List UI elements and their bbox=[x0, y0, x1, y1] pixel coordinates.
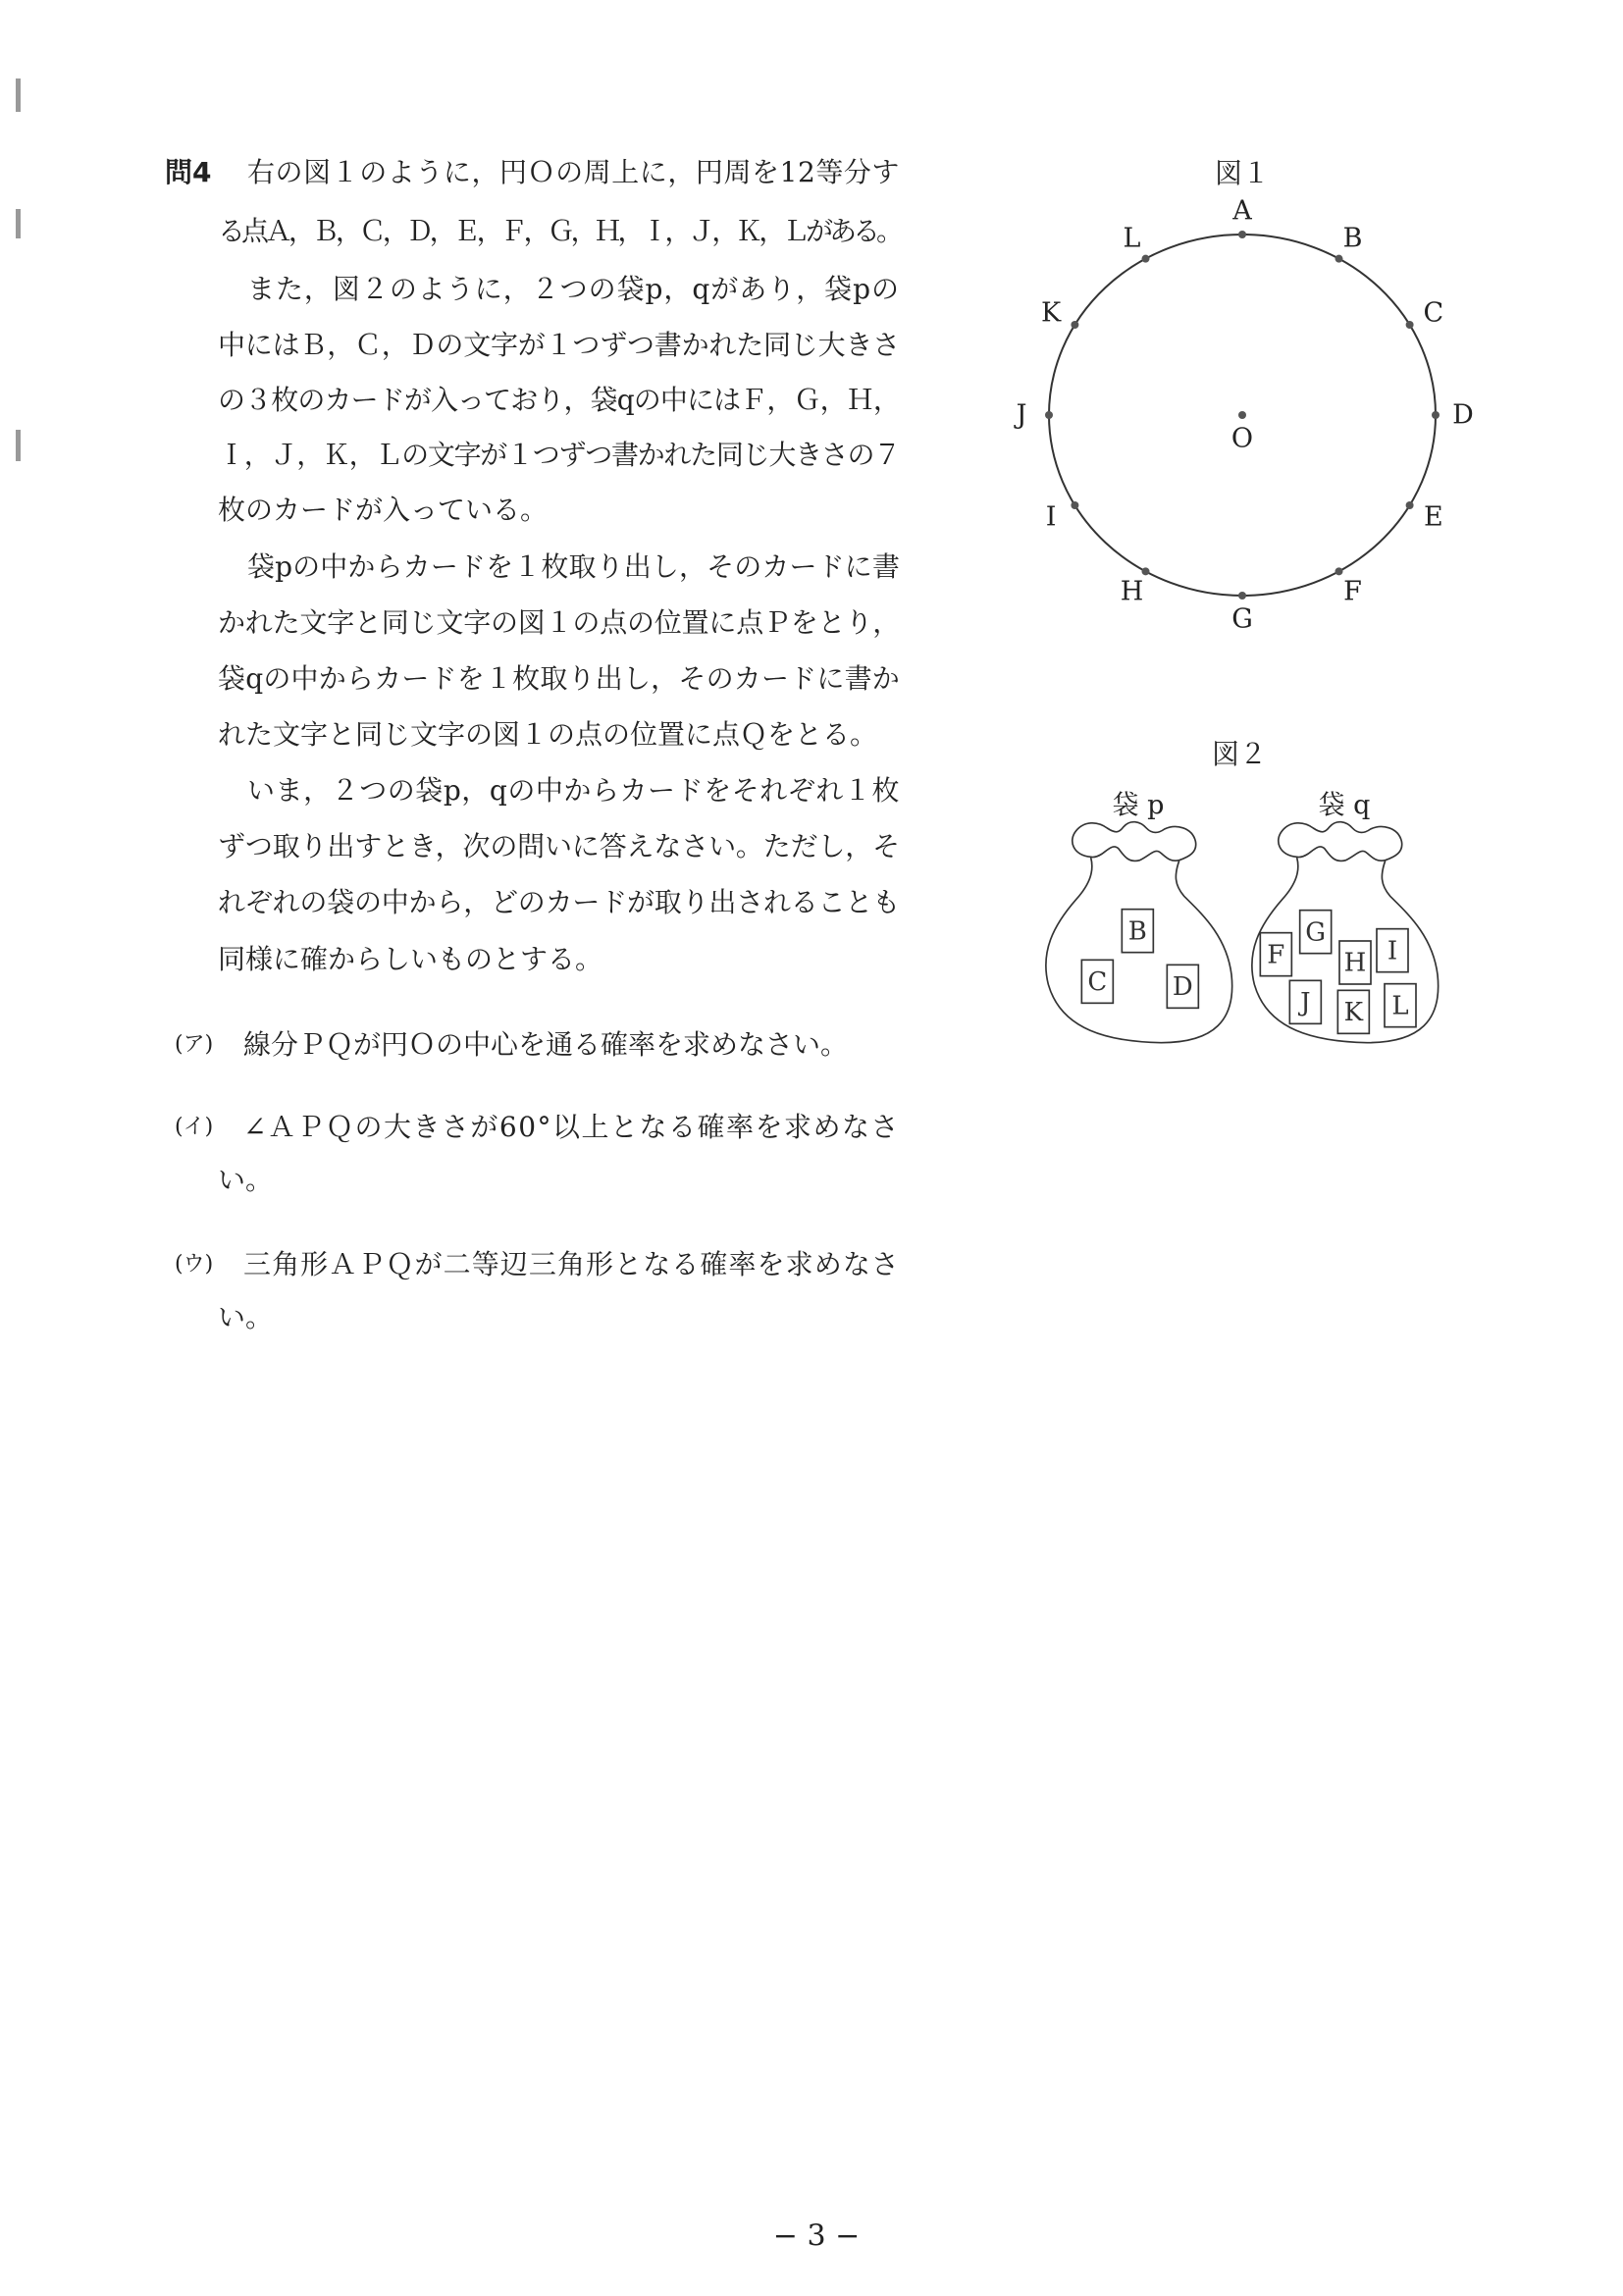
circle-point-b bbox=[1335, 255, 1343, 263]
body-line: 袋pの中からカードを１枚取り出し，そのカードに書 bbox=[247, 550, 900, 583]
bag-q-label: 袋 q bbox=[1318, 790, 1371, 821]
circle-point-j bbox=[1045, 411, 1053, 419]
card-i bbox=[1377, 929, 1408, 972]
card-letter: C bbox=[1087, 967, 1108, 997]
circle-point-l bbox=[1142, 255, 1150, 263]
card-k bbox=[1337, 990, 1369, 1033]
circle-point-k bbox=[1071, 321, 1078, 329]
point-label-h: H bbox=[1120, 576, 1144, 607]
card-f bbox=[1260, 933, 1291, 976]
body-line: 右の図１のように，円Ｏの周上に，円周を12等分す bbox=[247, 156, 900, 188]
subquestion-text: 線分ＰＱが円Ｏの中心を通る確率を求めなさい。 bbox=[243, 1028, 849, 1061]
body-line: 同様に確からしいものとする。 bbox=[218, 943, 603, 975]
circle-point-e bbox=[1406, 501, 1414, 509]
body-line: れぞれの袋の中から，どのカードが取り出されることも bbox=[218, 886, 900, 918]
card-d bbox=[1167, 965, 1198, 1008]
subquestion-label: (ア) bbox=[175, 1032, 214, 1057]
point-label-b: B bbox=[1342, 223, 1363, 254]
card-letter: I bbox=[1387, 936, 1398, 966]
point-label-a: A bbox=[1232, 195, 1252, 227]
card-letter: H bbox=[1343, 948, 1367, 978]
body-line: 中にはＢ，Ｃ，Ｄの文字が１つずつ書かれた同じ大きさ bbox=[218, 329, 900, 361]
center-point bbox=[1238, 411, 1246, 419]
bag-p-label: 袋 p bbox=[1112, 790, 1165, 821]
body-line: 枚のカードが入っている。 bbox=[218, 494, 549, 526]
point-label-d: D bbox=[1452, 399, 1474, 431]
figure2-bags bbox=[1030, 726, 1482, 1060]
card-h bbox=[1339, 941, 1371, 984]
circle-point-h bbox=[1142, 567, 1150, 575]
point-label-f: F bbox=[1343, 576, 1362, 607]
circle-point-g bbox=[1238, 592, 1246, 600]
card-letter: D bbox=[1172, 972, 1193, 1002]
circle-point-a bbox=[1238, 231, 1246, 238]
point-label-j: J bbox=[1016, 399, 1027, 431]
body-line: れた文字と同じ文字の図１の点の位置に点Ｑをとる。 bbox=[218, 718, 878, 751]
point-label-l: L bbox=[1123, 223, 1141, 254]
circle-point-d bbox=[1432, 411, 1440, 419]
point-label-g: G bbox=[1231, 603, 1253, 635]
figure2-title: 図２ bbox=[1211, 738, 1268, 770]
subquestion-label: (ウ) bbox=[175, 1252, 214, 1277]
card-c bbox=[1081, 960, 1113, 1003]
subquestion-text: ∠ＡＰＱの大きさが60°以上となる確率を求めなさ bbox=[243, 1111, 900, 1143]
subquestion-text: い。 bbox=[218, 1301, 274, 1333]
body-line: かれた文字と同じ文字の図１の点の位置に点Ｐをとり， bbox=[218, 606, 900, 639]
figure1-circle-diagram bbox=[0, 0, 1623, 687]
card-g bbox=[1300, 911, 1332, 954]
point-label-k: K bbox=[1041, 297, 1062, 329]
circle-point-c bbox=[1406, 321, 1414, 329]
card-letter: J bbox=[1300, 988, 1311, 1018]
question-number: 問4 bbox=[165, 156, 212, 188]
figure1-title: 図１ bbox=[1214, 157, 1271, 189]
circle-point-f bbox=[1335, 567, 1343, 575]
page-number: − 3 − bbox=[772, 2218, 861, 2254]
body-line: 袋qの中からカードを１枚取り出し，そのカードに書か bbox=[218, 662, 900, 695]
point-label-c: C bbox=[1423, 297, 1444, 329]
body-line: ずつ取り出すとき，次の問いに答えなさい。ただし，そ bbox=[218, 830, 900, 862]
card-letter: B bbox=[1127, 916, 1147, 947]
point-label-e: E bbox=[1423, 501, 1443, 533]
subquestion-text: い。 bbox=[218, 1164, 274, 1196]
body-line: Ｉ，Ｊ，Ｋ，Ｌの文字が１つずつ書かれた同じ大きさの７ bbox=[218, 439, 900, 471]
body-line: の３枚のカードが入っており，袋qの中にはＦ，Ｇ，Ｈ， bbox=[218, 384, 900, 416]
card-b bbox=[1122, 910, 1153, 953]
card-letter: L bbox=[1391, 991, 1409, 1021]
body-line: また，図２のように，２つの袋p，qがあり，袋pの bbox=[247, 273, 900, 305]
card-letter: K bbox=[1343, 998, 1364, 1027]
subquestion-label: (イ) bbox=[175, 1115, 214, 1139]
card-l bbox=[1385, 984, 1416, 1027]
card-letter: F bbox=[1267, 940, 1285, 970]
center-label: O bbox=[1230, 423, 1254, 454]
card-j bbox=[1289, 980, 1321, 1023]
body-line: る点Ａ，Ｂ，Ｃ，Ｄ，Ｅ，Ｆ，Ｇ，Ｈ，Ｉ，Ｊ，Ｋ，Ｌがある。 bbox=[218, 215, 900, 247]
card-letter: G bbox=[1305, 917, 1327, 948]
point-label-i: I bbox=[1045, 501, 1057, 533]
body-line: いま，２つの袋p，qの中からカードをそれぞれ１枚 bbox=[247, 774, 900, 807]
circle-point-i bbox=[1071, 501, 1078, 509]
subquestion-text: 三角形ＡＰＱが二等辺三角形となる確率を求めなさ bbox=[243, 1248, 900, 1280]
